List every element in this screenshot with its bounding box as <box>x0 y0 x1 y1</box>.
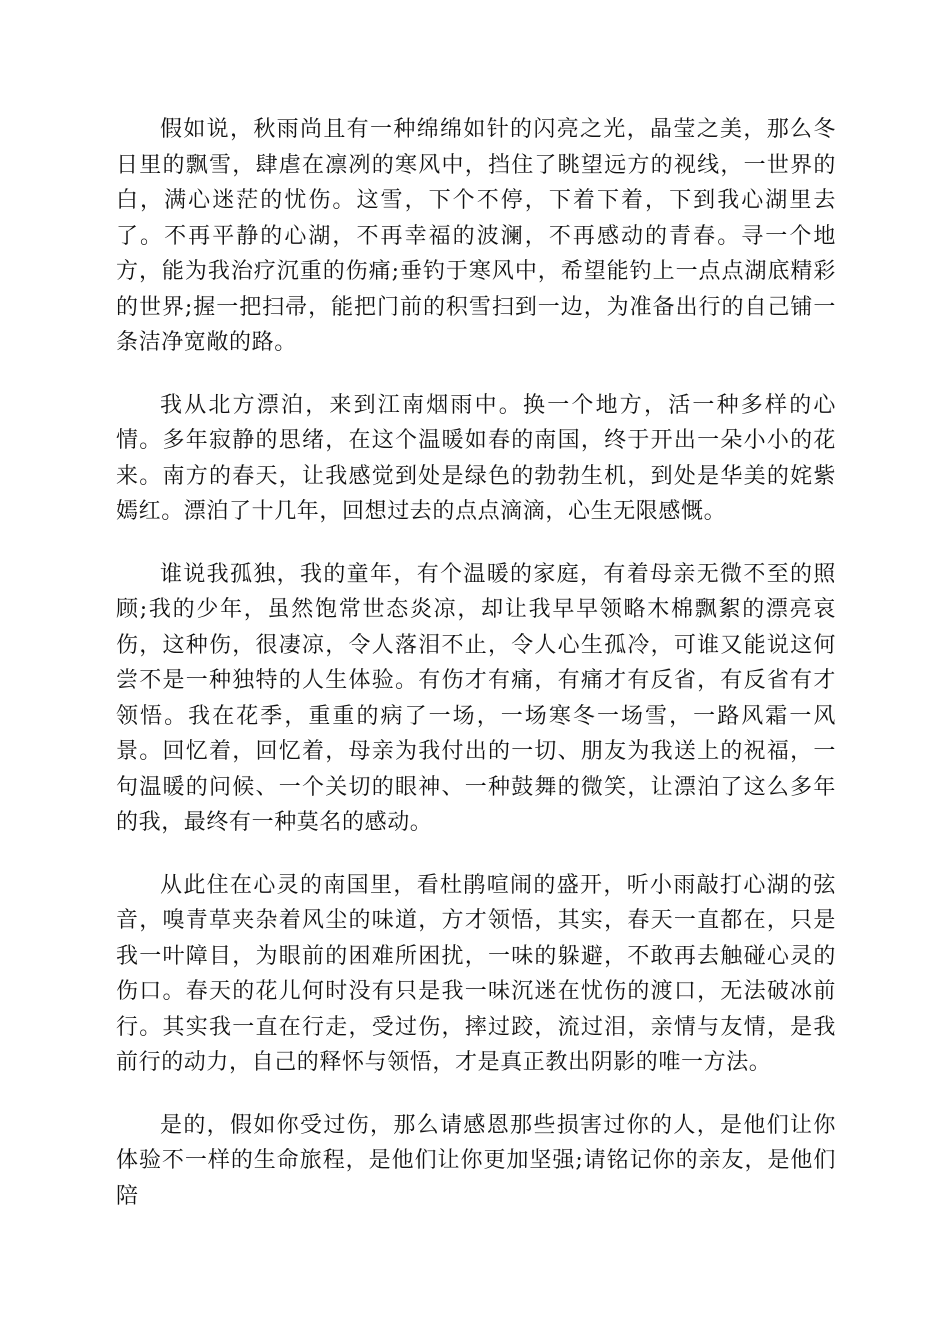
paragraph-1: 假如说，秋雨尚且有一种绵绵如针的闪亮之光，晶莹之美，那么冬日里的飘雪，肆虐在凛冽的寒风中，挡住了眺望远方的视线，一世界的白，满心迷茫的忧伤。这雪，下个不停，下着下着，下到我心湖里去了。不再平静的心湖，不再幸福的波澜，不再感动的青春。寻一个地方，能为我治疗沉重的伤痛;垂钓于寒风中，希望能钓上一点点湖底精彩的世界;握一把扫帚，能把门前的积雪扫到一边，为准备出行的自己铺一条洁净宽敞的路。 <box>116 117 836 355</box>
paragraph-3: 谁说我孤独，我的童年，有个温暖的家庭，有着母亲无微不至的照顾;我的少年，虽然饱常世态炎凉，却让我早早领略木棉飘絮的漂亮哀伤，这种伤，很凄凉，令人落泪不止，令人心生孤冷，可谁又能说这何尝不是一种独特的人生体验。有伤才有痛，有痛才有反省，有反省有才领悟。我在花季，重重的病了一场，一场寒冬一场雪，一路风霜一风景。回忆着，回忆着，母亲为我付出的一切、朋友为我送上的祝福，一句温暖的问候、一个关切的眼神、一种鼓舞的微笑，让漂泊了这么多年的我，最终有一种莫名的感动。 <box>116 561 836 835</box>
paragraph-2: 我从北方漂泊，来到江南烟雨中。换一个地方，活一种多样的心情。多年寂静的思绪，在这个温暖如春的南国，终于开出一朵小小的花来。南方的春天，让我感觉到处是绿色的勃勃生机，到处是华美的姹紫嫣红。漂泊了十几年，回想过去的点点滴滴，心生无限感慨。 <box>116 392 836 524</box>
document-body <box>116 112 836 1241</box>
paragraph-4: 从此住在心灵的南国里，看杜鹃喧闹的盛开，听小雨敲打心湖的弦音，嗅青草夹杂着风尘的味道，方才领悟，其实，春天一直都在，只是我一叶障目，为眼前的困难所困扰，一味的躲避，不敢再去触碰心灵的伤口。春天的花儿何时没有只是我一味沉迷在忧伤的渡口，无法破冰前行。其实我一直在行走，受过伤，摔过跤，流过泪，亲情与友情，是我前行的动力，自己的释怀与领悟，才是真正教出阴影的唯一方法。 <box>116 872 836 1075</box>
paragraph-5: 是的，假如你受过伤，那么请感恩那些损害过你的人，是他们让你体验不一样的生命旅程，是他们让你更加坚强;请铭记你的亲友，是他们陪 <box>116 1112 836 1209</box>
